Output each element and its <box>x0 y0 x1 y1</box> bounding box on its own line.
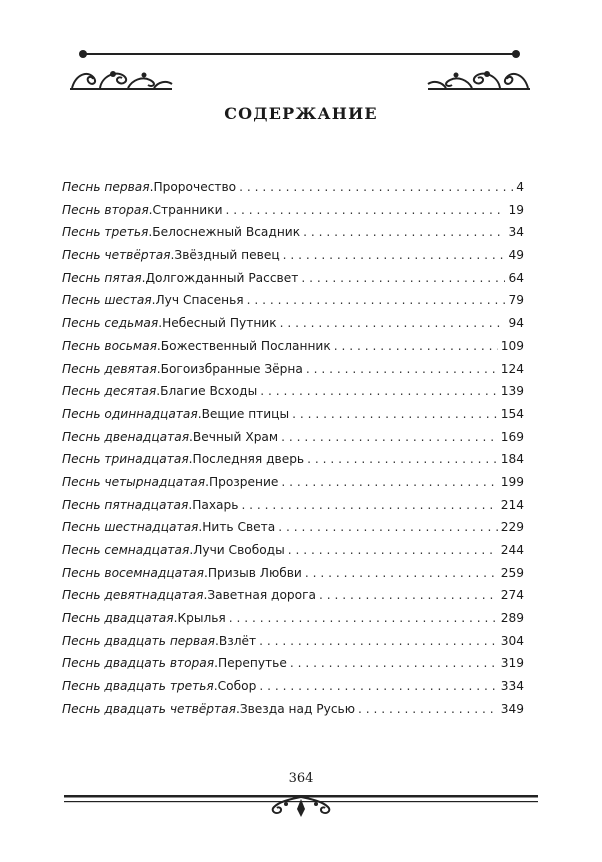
toc-separator: . <box>215 633 219 648</box>
toc-separator: . <box>148 225 153 240</box>
toc-separator: . <box>198 520 203 535</box>
toc-entry <box>62 384 524 407</box>
toc-dot-leader <box>281 475 497 489</box>
toc-song-number: Песнь одиннадцатая <box>62 406 198 421</box>
toc-page-number: 94 <box>508 316 524 331</box>
toc-separator: . <box>213 679 218 694</box>
toc-song-number: Песнь девятнадцатая <box>62 588 204 603</box>
toc-dot-leader <box>229 611 498 625</box>
toc-separator: . <box>141 270 146 285</box>
toc-page-number: 349 <box>500 701 524 716</box>
toc-dot-leader <box>239 180 513 194</box>
toc-dot-leader <box>260 384 498 398</box>
toc-dot-leader <box>303 225 505 239</box>
toc-page-number: 229 <box>500 520 524 535</box>
toc-separator: . <box>158 316 163 331</box>
toc-title: Божественный Посланник <box>160 338 331 353</box>
toc-dot-leader <box>301 271 505 285</box>
toc-separator: . <box>188 497 193 512</box>
toc-dot-leader <box>290 656 498 670</box>
toc-entry <box>62 248 524 271</box>
toc-song-number: Песнь семнадцатая <box>62 543 190 557</box>
toc-page-number: 169 <box>500 429 524 444</box>
toc-entry <box>62 475 524 498</box>
bottom-ornament <box>64 787 538 821</box>
toc-title: Нить Света <box>202 520 276 535</box>
toc-page-number: 4 <box>516 180 524 194</box>
toc-page-number: 139 <box>500 384 524 399</box>
toc-entry <box>62 566 524 589</box>
toc-song-number: Песнь пятнадцатая <box>62 497 189 512</box>
toc-title: Перепутье <box>217 656 287 671</box>
toc-separator: . <box>235 701 240 716</box>
toc-page-number: 289 <box>500 611 524 626</box>
toc-title: Прозрение <box>208 474 279 489</box>
toc-song-number: Песнь десятая <box>62 384 157 399</box>
toc-entry <box>62 293 524 316</box>
toc-song-number: Песнь седьмая <box>62 316 159 331</box>
toc-title: Последняя дверь <box>192 452 305 467</box>
toc-song-number: Песнь пятая <box>62 270 142 285</box>
toc-entry <box>62 339 524 362</box>
toc-song-number: Песнь шестая <box>62 293 152 308</box>
toc-dot-leader <box>283 248 506 262</box>
toc-dot-leader <box>319 588 498 602</box>
toc-separator: . <box>203 588 208 603</box>
toc-page-number: 109 <box>500 338 524 353</box>
toc-entry <box>62 452 524 475</box>
toc-song-number: Песнь двадцать третья <box>62 679 214 694</box>
toc-dot-leader <box>247 293 506 307</box>
toc-song-number: Песнь шестнадцатая <box>62 520 199 535</box>
toc-separator: . <box>203 565 208 580</box>
toc-page-number: 319 <box>500 656 524 671</box>
toc-song-number: Песнь двадцать вторая <box>62 656 215 671</box>
ornament-dot-right <box>512 50 520 58</box>
toc-dot-leader <box>281 430 498 444</box>
toc-entry <box>62 430 524 453</box>
toc-separator: . <box>188 452 193 467</box>
toc-title: Долгожданный Рассвет <box>145 270 299 285</box>
top-rule <box>84 53 514 55</box>
toc-title: Небесный Путник <box>162 316 277 331</box>
toc-dot-leader <box>292 407 498 421</box>
toc-title: Благие Всходы <box>160 384 258 399</box>
toc-title: Луч Спасенья <box>155 293 244 308</box>
toc-song-number: Песнь двадцатая <box>62 611 174 626</box>
toc-dot-leader <box>259 679 497 693</box>
toc-song-number: Песнь восемнадцатая <box>62 565 204 580</box>
toc-dot-leader <box>226 203 506 217</box>
toc-separator: . <box>170 248 175 263</box>
toc-separator: . <box>214 656 218 671</box>
toc-title: Богоизбранные Зёрна <box>160 361 303 376</box>
toc-title: Вещие птицы <box>201 406 290 421</box>
toc-entry <box>62 679 524 702</box>
toc-entry <box>62 180 524 203</box>
toc-separator: . <box>197 406 202 421</box>
toc-separator: . <box>156 384 161 399</box>
toc-entry <box>62 543 524 566</box>
toc-title: Заветная дорога <box>207 588 316 603</box>
toc-title: Вечный Храм <box>192 429 279 444</box>
toc-title: Пророчество <box>153 180 237 194</box>
toc-entry <box>62 203 524 226</box>
toc-dot-leader <box>280 316 506 330</box>
toc-title: Собор <box>217 679 257 694</box>
toc-page-number: 259 <box>500 565 524 580</box>
toc-entry <box>62 407 524 430</box>
toc-entry <box>62 588 524 611</box>
toc-title: Крылья <box>177 611 226 626</box>
toc-page-number: 244 <box>500 543 524 557</box>
toc-song-number: Песнь двенадцатая <box>62 429 190 444</box>
toc-dot-leader <box>358 702 498 716</box>
toc-title: Лучи Свободы <box>193 543 285 557</box>
toc-dot-leader <box>278 520 497 534</box>
toc-separator: . <box>151 293 156 308</box>
toc-song-number: Песнь двадцать первая <box>62 633 215 648</box>
toc-dot-leader <box>259 634 498 648</box>
toc-separator: . <box>189 543 194 557</box>
flourish-right-ornament <box>424 62 534 92</box>
toc-dot-leader <box>305 566 498 580</box>
toc-entry <box>62 656 524 679</box>
toc-song-number: Песнь четвёртая <box>62 248 171 263</box>
flourish-left-ornament <box>66 62 176 92</box>
toc-separator: . <box>189 429 193 444</box>
toc-page-number: 79 <box>508 293 524 308</box>
toc-page-number: 19 <box>508 202 524 217</box>
toc-title: Пахарь <box>192 497 239 512</box>
toc-song-number: Песнь восьмая <box>62 338 157 353</box>
toc-dot-leader <box>241 498 497 512</box>
toc-song-number: Песнь двадцать четвёртая <box>62 701 236 716</box>
toc-entry <box>62 316 524 339</box>
toc-page-number: 154 <box>500 406 524 421</box>
toc-dot-leader <box>306 362 498 376</box>
toc-separator: . <box>148 202 153 217</box>
toc-song-number: Песнь первая <box>62 180 150 194</box>
toc-title: Призыв Любви <box>207 565 302 580</box>
toc-song-number: Песнь тринадцатая <box>62 452 189 467</box>
toc-separator: . <box>149 180 154 194</box>
toc-page-number: 214 <box>500 497 524 512</box>
toc-entry <box>62 498 524 521</box>
toc-song-number: Песнь вторая <box>62 202 149 217</box>
toc-page-number: 49 <box>508 248 524 263</box>
toc-separator: . <box>173 611 178 626</box>
toc-entry <box>62 225 524 248</box>
toc-title: Странники <box>152 202 223 217</box>
toc-dot-leader <box>334 339 498 353</box>
toc-page-number: 199 <box>500 474 524 489</box>
toc-dot-leader <box>288 543 498 557</box>
contents-heading: СОДЕРЖАНИЕ <box>224 104 378 123</box>
toc-entry <box>62 362 524 385</box>
toc-page-number: 34 <box>508 225 524 240</box>
toc-song-number: Песнь девятая <box>62 361 157 376</box>
toc-page-number: 124 <box>500 361 524 376</box>
toc-entry <box>62 702 524 725</box>
toc-page-number: 304 <box>500 633 524 648</box>
toc-song-number: Песнь четырнадцатая <box>62 474 206 489</box>
toc-page-number: 184 <box>500 452 524 467</box>
toc-dot-leader <box>307 452 498 466</box>
toc-separator: . <box>156 338 161 353</box>
toc-title: Звёздный певец <box>174 248 280 263</box>
toc-separator: . <box>205 474 209 489</box>
table-of-contents <box>62 180 524 725</box>
toc-separator: . <box>156 361 161 376</box>
toc-page-number: 334 <box>500 679 524 694</box>
toc-page-number: 64 <box>508 270 524 285</box>
toc-entry <box>62 634 524 657</box>
toc-title: Звезда над Русью <box>239 701 355 716</box>
toc-page-number: 274 <box>500 588 524 603</box>
page-number: 364 <box>288 771 314 786</box>
toc-title: Белоснежный Всадник <box>152 225 301 240</box>
toc-entry <box>62 611 524 634</box>
toc-song-number: Песнь третья <box>62 225 149 240</box>
toc-entry <box>62 271 524 294</box>
toc-entry <box>62 520 524 543</box>
toc-title: Взлёт <box>218 633 257 648</box>
